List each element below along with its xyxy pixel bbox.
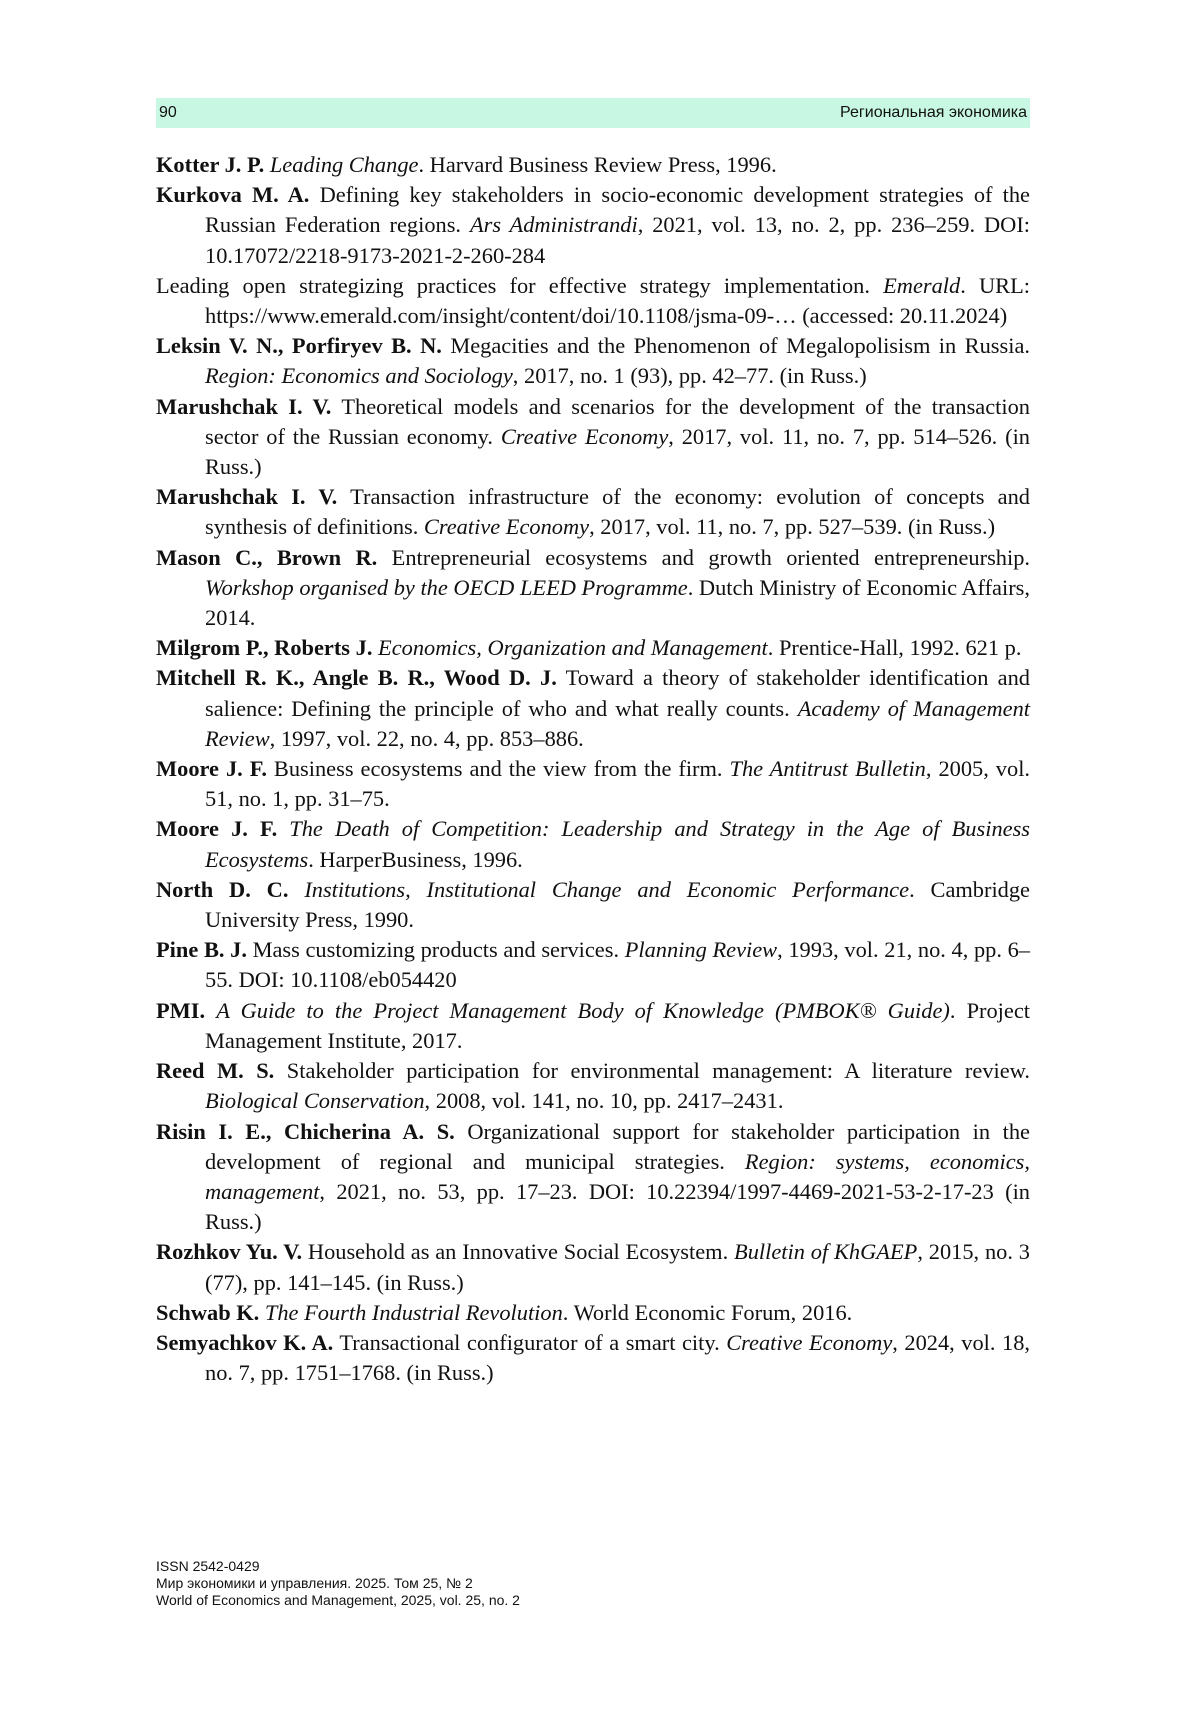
reference-entry <box>156 1056 1030 1116</box>
reference-list <box>156 150 1030 1388</box>
reference-title: Stakeholder participation for environmental management: A literature review. <box>274 1058 1030 1084</box>
reference-source: The Death of Competition: Leadership and Strategy in the Age of Business Ecosystems <box>205 816 1031 872</box>
reference-details: , 1997, vol. 22, no. 4, pp. 853–886. <box>269 725 584 751</box>
reference-source: Ars Administrandi <box>469 212 638 238</box>
reference-title: Entrepreneurial ecosystems and growth oriented entrepreneurship. <box>377 544 1030 570</box>
reference-authors: North D. C. <box>156 876 289 902</box>
reference-authors: Mason C., Brown R. <box>156 544 378 570</box>
page-footer <box>156 1558 520 1609</box>
reference-details: . World Economic Forum, 2016. <box>562 1299 853 1325</box>
reference-entry <box>156 996 1030 1056</box>
reference-title <box>288 877 304 902</box>
reference-title: Megacities and the Phenomenon of Megalopolisism in Russia. <box>441 333 1030 359</box>
reference-details: , 2017, no. 1 (93), pp. 42–77. (in Russ.) <box>512 363 867 389</box>
reference-entry <box>156 754 1030 814</box>
reference-details: . Prentice-Hall, 1992. 621 p. <box>767 635 1022 661</box>
reference-title <box>205 998 216 1023</box>
reference-entry <box>156 814 1030 874</box>
reference-authors: Mitchell R. K., Angle B. R., Wood D. J. <box>156 665 557 691</box>
reference-authors: Rozhkov Yu. V. <box>156 1239 303 1265</box>
reference-entry <box>156 935 1030 995</box>
reference-title: Business ecosystems and the view from the firm. <box>266 756 730 782</box>
reference-authors: Leksin V. N., Porfiryev B. N. <box>156 333 442 359</box>
reference-details: . URL: https://www.emerald.com/insight/content/doi/10.1108/jsma-09-… (accessed: 20.11.2024) <box>205 272 1030 329</box>
reference-title: Organizational support for stakeholder participation in the development of regional and municipal strategies. <box>205 1118 1030 1174</box>
reference-entry <box>156 331 1030 391</box>
reference-authors: Marushchak I. V. <box>156 393 332 419</box>
reference-authors: PMI. <box>156 997 206 1023</box>
reference-entry <box>156 482 1030 542</box>
reference-entry <box>156 271 1030 331</box>
reference-title: Leading open strategizing practices for effective strategy implementation. <box>156 272 884 298</box>
page-number: 90 <box>159 104 177 121</box>
reference-entry <box>156 543 1030 634</box>
reference-details: , 2015, no. 3 (77), pp. 141–145. (in Russ.) <box>205 1239 1030 1295</box>
reference-title: Theoretical models and scenarios for the development of the transaction sector of the Russian economy. <box>205 393 1030 449</box>
reference-title: Transactional configurator of a smart city. <box>333 1329 727 1355</box>
reference-source: Creative Economy <box>500 423 669 449</box>
reference-details: , 2021, vol. 13, no. 2, pp. 236–259. DOI: 10.17072/2218-9173-2021-2-260-284 <box>205 212 1030 268</box>
reference-entry <box>156 150 1030 180</box>
journal-title-en: World of Economics and Management, 2025, vol. 25, no. 2 <box>156 1592 520 1608</box>
journal-title-ru: Мир экономики и управления. 2025. Том 25, № 2 <box>156 1575 473 1591</box>
reference-authors: Kurkova M. A. <box>156 182 310 208</box>
reference-details: , 2017, vol. 11, no. 7, pp. 514–526. (in Russ.) <box>205 423 1030 480</box>
reference-title: Household as an Innovative Social Ecosystem. <box>302 1239 735 1265</box>
reference-details: . HarperBusiness, 1996. <box>308 846 523 872</box>
reference-authors: Reed M. S. <box>156 1058 275 1084</box>
issn: ISSN 2542-0429 <box>156 1558 260 1574</box>
reference-details: , 1993, vol. 21, no. 4, pp. 6–55. DOI: 10.1108/eb054420 <box>205 937 1030 993</box>
reference-source: Bulletin of KhGAEP <box>734 1239 918 1265</box>
reference-entry <box>156 663 1030 754</box>
reference-authors: Milgrom P., Roberts J. <box>156 635 373 661</box>
reference-source: Workshop organised by the OECD LEED Programme <box>205 574 688 600</box>
section-title: Региональная экономика <box>840 104 1027 121</box>
reference-entry <box>156 1298 1030 1328</box>
reference-source: Creative Economy <box>423 514 590 540</box>
reference-authors: Moore J. F. <box>156 756 267 782</box>
reference-authors: Pine B. J. <box>156 937 247 963</box>
reference-source: Academy of Management Review <box>205 695 1030 751</box>
reference-details: , 2024, vol. 18, no. 7, pp. 1751–1768. (in Russ.) <box>205 1329 1030 1386</box>
reference-entry <box>156 875 1030 935</box>
reference-source: A Guide to the Project Management Body of Knowledge (PMBOK® Guide) <box>216 997 950 1023</box>
reference-source: Creative Economy <box>726 1329 893 1355</box>
reference-entry <box>156 1237 1030 1297</box>
reference-entry <box>156 180 1030 271</box>
reference-entry <box>156 1117 1030 1238</box>
reference-entry <box>156 1328 1030 1388</box>
reference-details: , 2005, vol. 51, no. 1, pp. 31–75. <box>205 756 1031 812</box>
reference-source: Region: systems, economics, management <box>205 1148 1030 1204</box>
reference-source: Emerald <box>883 272 961 298</box>
reference-source: Biological Conservation <box>205 1088 425 1114</box>
reference-authors: Marushchak I. V. <box>156 484 338 510</box>
running-header <box>156 98 1030 128</box>
reference-title: Defining key stakeholders in socio-economic development strategies of the Russian Federation regions. <box>205 182 1030 238</box>
reference-source: The Antitrust Bulletin <box>729 756 926 782</box>
reference-entry <box>156 633 1030 663</box>
reference-source: Planning Review <box>624 937 778 963</box>
reference-details: . Dutch Ministry of Economic Affairs, 2014. <box>205 574 1030 631</box>
reference-title: Toward a theory of stakeholder identification and salience: Defining the principle of who and what really counts. <box>205 665 1030 721</box>
reference-authors: Semyachkov K. A. <box>156 1329 334 1355</box>
reference-entry <box>156 392 1030 483</box>
reference-details: . Harvard Business Review Press, 1996. <box>418 152 777 177</box>
reference-source: Leading Change <box>269 152 419 177</box>
reference-details: , 2017, vol. 11, no. 7, pp. 527–539. (in Russ.) <box>589 514 996 540</box>
reference-title: Mass customizing products and services. <box>246 937 625 963</box>
reference-title <box>277 816 289 841</box>
reference-details: . Project Management Institute, 2017. <box>205 997 1030 1053</box>
reference-source: Institutions, Institutional Change and Economic Performance <box>304 876 910 902</box>
reference-authors: Schwab K. <box>156 1299 260 1325</box>
reference-authors: Moore J. F. <box>156 816 278 842</box>
reference-details: , 2008, vol. 141, no. 10, pp. 2417–2431. <box>424 1088 784 1114</box>
reference-title: Transaction infrastructure of the economy: evolution of concepts and synthesis of definitions. <box>205 484 1031 540</box>
reference-details: . Cambridge University Press, 1990. <box>205 876 1030 933</box>
reference-authors: Risin I. E., Chicherina A. S. <box>156 1118 455 1144</box>
reference-source: Economics, Organization and Management <box>378 635 768 661</box>
reference-details: , 2021, no. 53, pp. 17–23. DOI: 10.22394/1997-4469-2021-53-2-17-23 (in Russ.) <box>205 1178 1030 1235</box>
reference-source: Region: Economics and Sociology <box>205 363 513 389</box>
reference-authors: Kotter J. P. <box>156 152 265 177</box>
reference-source: The Fourth Industrial Revolution <box>264 1299 563 1325</box>
